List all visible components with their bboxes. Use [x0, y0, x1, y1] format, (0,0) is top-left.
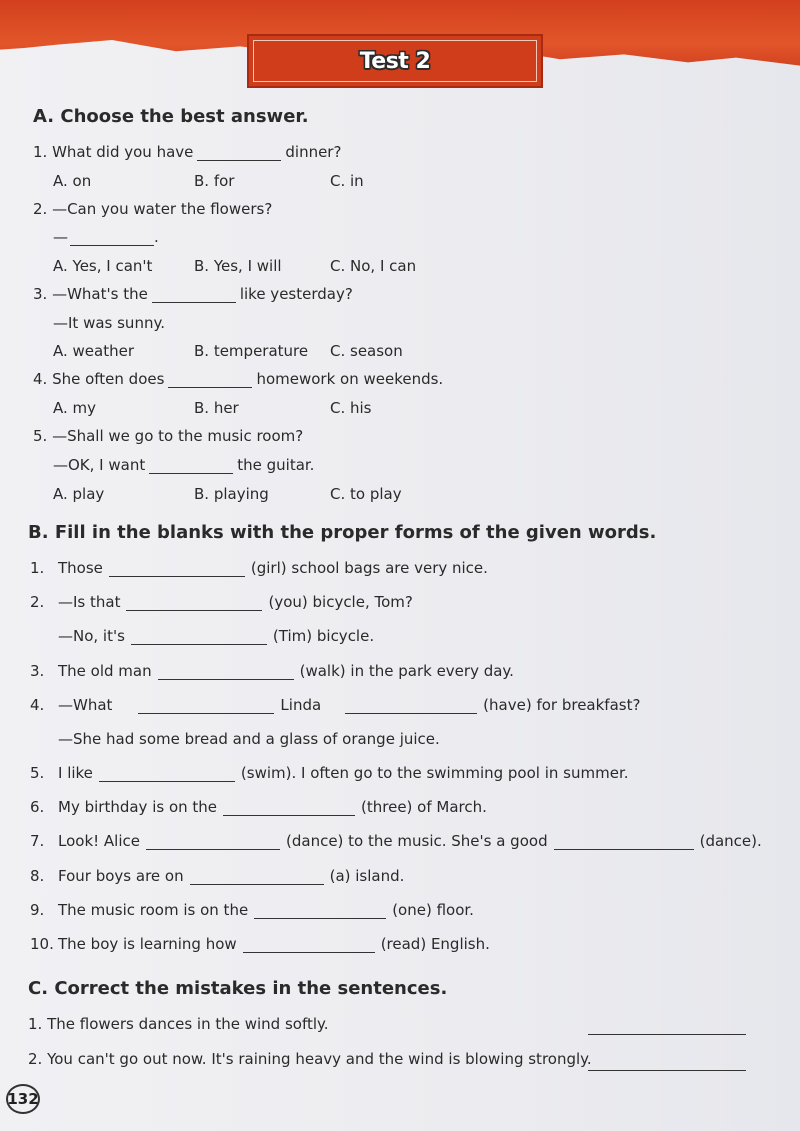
question-b2 — [30, 593, 413, 611]
section-b-heading: B. Fill in the blanks with the proper forms of the given words. — [28, 522, 657, 543]
question-number: 3. — [30, 662, 45, 680]
option-c[interactable]: C. in — [330, 172, 364, 190]
question-a5: 5. —Shall we go to the music room? — [33, 427, 304, 445]
question-b10 — [30, 935, 490, 953]
question-number: 10. — [30, 935, 54, 953]
dash: — — [53, 228, 68, 246]
question-b8 — [30, 867, 404, 885]
question-number: 5. — [30, 764, 45, 782]
option-b[interactable]: B. playing — [194, 485, 269, 503]
question-a2: 2. —Can you water the flowers? — [33, 200, 273, 218]
question-text: (one) floor. — [392, 901, 474, 919]
question-text: (swim). I often go to the swimming pool in summer. — [240, 764, 629, 782]
answer-blank[interactable] — [190, 870, 324, 885]
question-text: (you) bicycle, Tom? — [268, 593, 413, 611]
option-a[interactable]: A. weather — [53, 342, 135, 360]
question-text: (dance) to the music. She's a good — [286, 832, 548, 850]
option-b[interactable]: B. for — [194, 172, 235, 190]
question-a1 — [33, 143, 341, 161]
option-b[interactable]: B. her — [194, 399, 239, 417]
answer-blank[interactable] — [168, 373, 252, 388]
question-b4-reply: —She had some bread and a glass of orange juice. — [58, 730, 440, 748]
question-text: The music room is on the — [58, 901, 249, 919]
answer-line — [53, 228, 159, 246]
question-b2-reply — [58, 627, 374, 645]
question-number: 6. — [30, 798, 45, 816]
answer-blank[interactable] — [223, 801, 355, 816]
question-text: I like — [58, 764, 93, 782]
question-text: The old man — [58, 662, 152, 680]
question-text: 1. What did you have — [33, 143, 194, 161]
option-b[interactable]: B. temperature — [194, 342, 309, 360]
question-text: The boy is learning how — [58, 935, 237, 953]
question-text: Four boys are on — [58, 867, 184, 885]
reply-text: —It was sunny. — [53, 314, 165, 332]
question-b3 — [30, 662, 514, 680]
answer-blank[interactable] — [554, 835, 694, 850]
question-text: (three) of March. — [361, 798, 487, 816]
option-a[interactable]: A. my — [53, 399, 97, 417]
question-b6 — [30, 798, 487, 816]
question-number: 8. — [30, 867, 45, 885]
option-c[interactable]: C. season — [330, 342, 403, 360]
question-b5 — [30, 764, 629, 782]
question-text: like yesterday? — [239, 285, 353, 303]
question-text: —No, it's — [58, 627, 125, 645]
option-b[interactable]: B. Yes, I will — [194, 257, 282, 275]
question-number: 7. — [30, 832, 45, 850]
question-text: —What — [58, 696, 113, 714]
answer-blank[interactable] — [126, 596, 262, 611]
answer-blank[interactable] — [109, 562, 245, 577]
question-text: (Tim) bicycle. — [272, 627, 375, 645]
question-text: homework on weekends. — [256, 370, 444, 388]
question-text: —OK, I want — [53, 456, 146, 474]
option-a[interactable]: A. Yes, I can't — [53, 257, 153, 275]
section-c-heading: C. Correct the mistakes in the sentences. — [28, 978, 448, 999]
question-number: 2. — [30, 593, 45, 611]
question-text: 4. She often does — [33, 370, 165, 388]
question-text: (dance). — [699, 832, 762, 850]
question-text: Linda — [280, 696, 322, 714]
question-text: (read) English. — [380, 935, 490, 953]
question-text: dinner? — [285, 143, 342, 161]
answer-blank[interactable] — [158, 665, 294, 680]
question-c1: 1. The flowers dances in the wind softly. — [28, 1015, 329, 1033]
section-a-heading: A. Choose the best answer. — [33, 106, 309, 127]
question-text: My birthday is on the — [58, 798, 218, 816]
question-a3 — [33, 285, 353, 303]
answer-blank[interactable] — [149, 459, 233, 474]
question-text: (walk) in the park every day. — [299, 662, 514, 680]
option-c[interactable]: C. No, I can — [330, 257, 417, 275]
answer-blank[interactable] — [138, 699, 274, 714]
answer-blank[interactable] — [254, 904, 386, 919]
answer-blank[interactable] — [197, 146, 281, 161]
question-a4 — [33, 370, 443, 388]
option-c[interactable]: C. his — [330, 399, 372, 417]
answer-blank[interactable] — [588, 1056, 746, 1071]
answer-blank[interactable] — [131, 630, 267, 645]
period: . — [154, 228, 159, 246]
question-b1 — [30, 559, 488, 577]
title-box — [247, 34, 543, 88]
option-a[interactable]: A. play — [53, 485, 105, 503]
page-number: 132 — [6, 1084, 40, 1114]
answer-blank[interactable] — [243, 938, 375, 953]
answer-blank[interactable] — [146, 835, 280, 850]
answer-blank[interactable] — [152, 288, 236, 303]
option-a[interactable]: A. on — [53, 172, 92, 190]
question-text: Those — [58, 559, 103, 577]
question-number: 4. — [30, 696, 45, 714]
question-text: (have) for breakfast? — [483, 696, 641, 714]
page-title: Test 2 — [359, 48, 431, 74]
question-text: the guitar. — [237, 456, 315, 474]
question-text: 3. —What's the — [33, 285, 148, 303]
question-c2: 2. You can't go out now. It's raining heavy and the wind is blowing strongly. — [28, 1050, 592, 1068]
question-b9 — [30, 901, 474, 919]
question-b7 — [30, 832, 762, 850]
answer-blank[interactable] — [70, 231, 154, 246]
question-b4 — [30, 696, 640, 714]
question-number: 9. — [30, 901, 45, 919]
question-text: (a) island. — [329, 867, 405, 885]
answer-blank[interactable] — [345, 699, 477, 714]
answer-blank[interactable] — [99, 767, 235, 782]
question-text: (girl) school bags are very nice. — [250, 559, 488, 577]
option-c[interactable]: C. to play — [330, 485, 402, 503]
question-text: —Is that — [58, 593, 121, 611]
question-text: Look! Alice — [58, 832, 140, 850]
answer-blank[interactable] — [588, 1020, 746, 1035]
question-number: 1. — [30, 559, 45, 577]
answer-line — [53, 456, 314, 474]
